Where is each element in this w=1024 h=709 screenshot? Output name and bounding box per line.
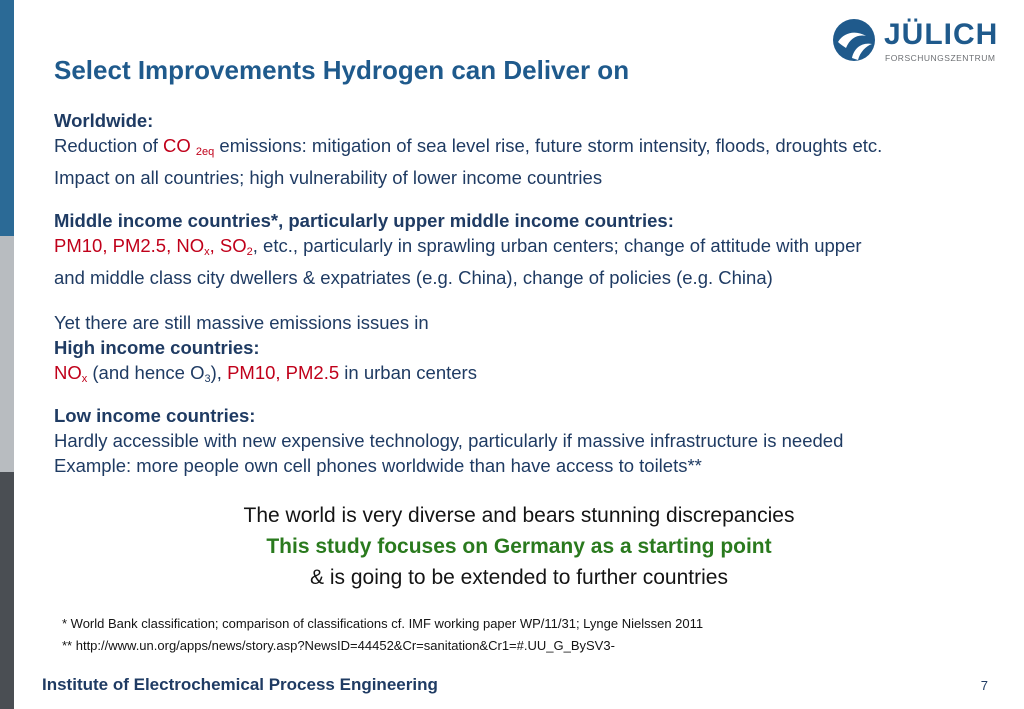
high-income-intro: Yet there are still massive emissions issues in bbox=[54, 312, 429, 333]
side-stripe-dark bbox=[0, 472, 14, 709]
worldwide-section bbox=[54, 108, 882, 190]
juelich-logo-icon bbox=[832, 18, 876, 62]
summary-line-2: This study focuses on Germany as a starting point bbox=[266, 535, 772, 558]
summary-line-1: The world is very diverse and bears stunning discrepancies bbox=[243, 504, 795, 527]
footnote-2: ** http://www.un.org/apps/news/story.asp?NewsID=44452&Cr=sanitation&Cr1=#.UU_G_BySV3- bbox=[62, 638, 615, 653]
side-stripe-blue bbox=[0, 0, 14, 236]
low-income-heading: Low income countries: bbox=[54, 405, 256, 426]
high-income-section bbox=[54, 310, 477, 392]
worldwide-line-1: Reduction of CO $_{2eq}$ emissions: mitigation of sea level rise, future storm intensity, floods, droughts etc. bbox=[54, 135, 883, 158]
summary-line-3: & is going to be extended to further countries bbox=[310, 566, 728, 589]
juelich-logo bbox=[832, 16, 999, 66]
low-income-line-1: Hardly accessible with new expensive technology, particularly if massive infrastructure is needed bbox=[54, 430, 844, 451]
low-income-section bbox=[54, 403, 843, 478]
summary-block bbox=[14, 500, 1024, 593]
high-income-heading: High income countries: bbox=[54, 337, 260, 358]
footnote-1: * World Bank classification; comparison of classifications cf. IMF working paper WP/11/31; Lynge Nielssen 2011 bbox=[62, 616, 704, 631]
page-number: 7 bbox=[980, 678, 988, 693]
logo-subtitle: FORSCHUNGSZENTRUM bbox=[885, 53, 996, 63]
slide-title: Select Improvements Hydrogen can Deliver on bbox=[54, 55, 630, 85]
footer-institute: Institute of Electrochemical Process Engineering bbox=[42, 675, 438, 694]
worldwide-line-2: Impact on all countries; high vulnerability of lower income countries bbox=[54, 167, 603, 188]
middle-income-section bbox=[54, 208, 862, 290]
middle-income-line-2: and middle class city dwellers & expatriates (e.g. China), change of policies (e.g. China) bbox=[54, 267, 773, 288]
middle-income-line-1: PM10, PM2.5, $NO_x$, $SO_2$, etc., particularly in sprawling urban centers; change of attitude with upper bbox=[54, 235, 862, 258]
side-stripe-gray bbox=[0, 236, 14, 472]
logo-wordmark: JÜLICH bbox=[884, 18, 999, 51]
low-income-line-2: Example: more people own cell phones worldwide than have access to toilets** bbox=[54, 455, 702, 476]
middle-income-heading: Middle income countries*, particularly upper middle income countries: bbox=[54, 210, 674, 231]
footnotes bbox=[62, 613, 703, 657]
high-income-line: $NO_x$ (and hence $O_3$), PM10, PM2.5 in urban centers bbox=[54, 362, 477, 385]
worldwide-heading: Worldwide: bbox=[54, 110, 154, 131]
